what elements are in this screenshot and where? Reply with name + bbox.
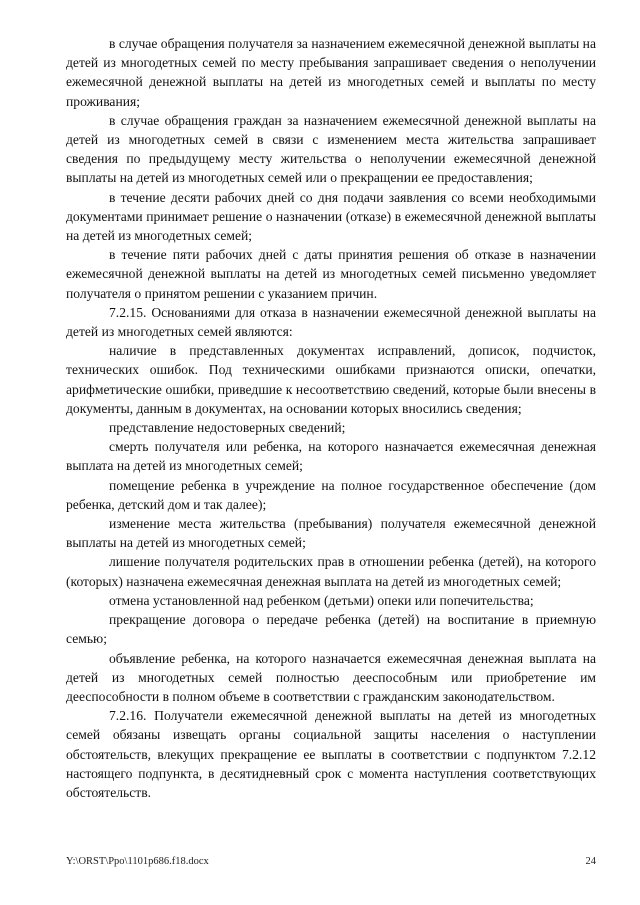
- paragraph: наличие в представленных документах исправлений, дописок, подчисток, технических ошибок. Под техническими ошибками признаются описки, опечатки, арифметические ошибки, приведшие к несоответствию сведений, которые были внесены в документы, данным в документах, на основании которых вносились сведения;: [66, 343, 596, 416]
- paragraph: 7.2.15. Основаниями для отказа в назначении ежемесячной денежной выплаты на детей из многодетных семей являются:: [66, 304, 596, 340]
- paragraph: представление недостоверных сведений;: [109, 420, 346, 436]
- page-number: 24: [585, 856, 596, 867]
- paragraph: 7.2.16. Получатели ежемесячной денежной выплаты на детей из многодетных семей обязаны извещать органы социальной защиты населения о наступлении обстоятельств, влекущих прекращение ее выплаты в соответствии с подпунктом 7.2.12 настоящего подпункта, в десятидневный срок с момента наступления соответствующих обстоятельств.: [66, 708, 596, 800]
- paragraph: лишение получателя родительских прав в отношении ребенка (детей), на которого (которых) назначена ежемесячная денежная выплата на детей из многодетных семей;: [66, 554, 596, 589]
- file-path: Y:\ORST\Ppo\1101p686.f18.docx: [66, 856, 209, 867]
- paragraph: помещение ребенка в учреждение на полное государственное обеспечение (дом ребенка, детский дом и так далее);: [66, 477, 596, 512]
- paragraph: смерть получателя или ребенка, на которого назначается ежемесячная денежная выплата на детей из многодетных семей;: [66, 439, 596, 474]
- paragraph: в течение десяти рабочих дней со дня подачи заявления со всеми необходимыми документами принимает решение о назначении (отказе) в ежемесячной денежной выплаты на детей из многодетных семей;: [66, 189, 596, 244]
- paragraph: изменение места жительства (пребывания) получателя ежемесячной денежной выплаты на детей из многодетных семей;: [66, 516, 596, 551]
- document-body: [66, 34, 596, 802]
- paragraph: в течение пяти рабочих дней с даты принятия решения об отказе в назначении ежемесячной денежной выплаты на детей из многодетных семей письменно уведомляет получателя о принятом решении с указанием причин.: [66, 247, 596, 301]
- paragraph: прекращение договора о передаче ребенка (детей) на воспитание в приемную семью;: [66, 612, 596, 647]
- paragraph: отмена установленной над ребенком (детьми) опеки или попечительства;: [109, 592, 534, 608]
- paragraph: в случае обращения граждан за назначением ежемесячной денежной выплаты на детей из многодетных семей в связи с изменением места жительства запрашивает сведения по предыдущему месту жительства о неполучении ежемесячной денежной выплаты на детей из многодетных семей или о прекращении ее предоставления;: [66, 112, 596, 186]
- paragraph: объявление ребенка, на которого назначается ежемесячная денежная выплата на детей из многодетных семей полностью дееспособным или приобретение им дееспособности в полном объеме в соответствии с гражданским законодательством.: [66, 650, 596, 704]
- paragraph: в случае обращения получателя за назначением ежемесячной денежной выплаты на детей из многодетных семей по месту пребывания запрашивает сведения о неполучении ежемесячной денежной выплаты на детей из многодетных семей и выплаты по месту проживания;: [66, 36, 596, 109]
